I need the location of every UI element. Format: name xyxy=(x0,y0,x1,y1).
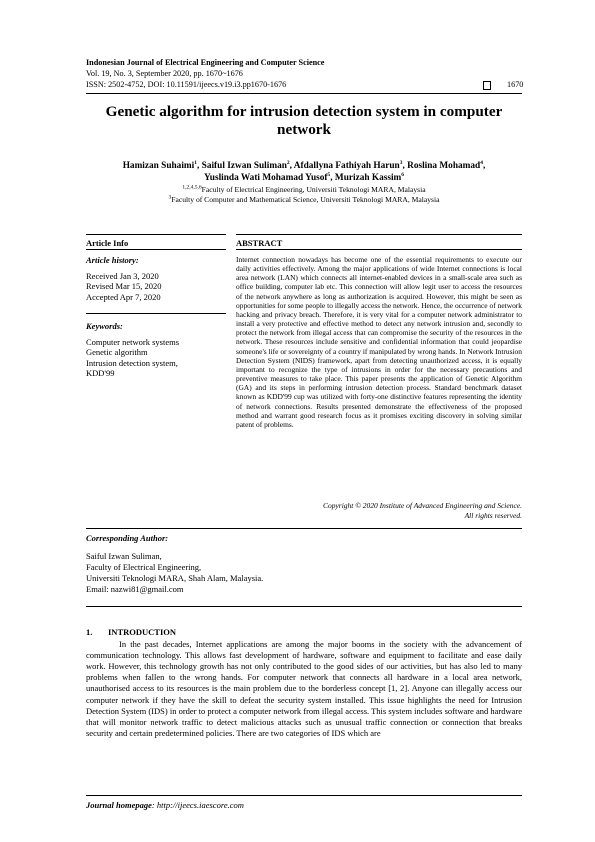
article-history xyxy=(86,255,226,302)
abstract-top-rule xyxy=(236,234,522,235)
accepted-date: Accepted Apr 7, 2020 xyxy=(86,291,161,302)
keyword: Intrusion detection system, xyxy=(86,357,178,368)
affiliations xyxy=(86,185,522,205)
abstract-rule xyxy=(236,249,522,250)
author: Roslina Mohamad xyxy=(407,161,481,171)
keywords xyxy=(86,321,226,379)
keyword: KDD'99 xyxy=(86,368,115,378)
paper-title: Genetic algorithm for intrusion detection system in computer network xyxy=(105,103,503,138)
article-info-top-rule xyxy=(86,234,226,235)
corresponding-author: Saiful Izwan Suliman, Faculty of Electrical Engineering, Universiti Teknologi MARA, Shah Alam, Malaysia. Email: nazwi81@gmail.com xyxy=(86,551,386,595)
author-list: Hamizan Suhaimi$^1$, Saiful Izwan Suliman$^2$, Afdallyna Fathiyah Harun$^3$, Roslina Mohamad$^4$, Yuslinda Wati Mohamad Yusof$^5$, Murizah Kassim$^6$ xyxy=(122,159,486,183)
corresponding-bottom-rule xyxy=(86,606,522,607)
author: Murizah Kassim xyxy=(334,173,402,183)
author: Saiful Izwan Suliman xyxy=(201,161,287,171)
document-icon xyxy=(483,81,491,90)
introduction-section xyxy=(86,627,522,739)
homepage-link[interactable]: http://ijeecs.iaescore.com xyxy=(156,800,244,810)
journal-name: Indonesian Journal of Electrical Engineering and Computer Science xyxy=(86,58,325,67)
keywords-heading: Keywords: xyxy=(86,321,123,331)
copyright: Copyright © 2020 Institute of Advanced Engineering and Science. All rights reserved. xyxy=(322,501,522,520)
received-date: Received Jan 3, 2020 xyxy=(86,270,159,281)
introduction-text: In the past decades, Internet applications are among the major booms in the society with the advancement of communication technology. This allows fast development of hardware, software and equipment to facilitate and ease daily work. However, this technology growth has not only contributed to the good sides of our activities, but has also led to many problems when fallen to the wrong hands. For computer network that connects all hardware in a local area network, unauthorised access to its resources is the main problem due to the borderless concept [1, 2]. Anyone can illegally access our computer network if they have the skill to defeat the security system installed. This issue highlights the need for Intrusion Detection System (IDS) in order to protect a computer network from illegal access. This system includes software and hardware that will monitor network traffic to detect malicious attacks such as unusual traffic connection or connection that breaks security and certain predetermined policies. There are two categories of IDS which are xyxy=(86,639,522,738)
footer-rule xyxy=(86,795,522,796)
abstract-text: Internet connection nowadays has become one of the essential requirements to execute our daily activities effectively. Among the major applications of wide Internet connections is local area network (LAN) which connects all internet-enabled devices in a small-scale area such as office building, computer lab etc. This connection will allow legit user to access the resources of the network anywhere as long as authorization is acquired. However, this might be seen as opportunities for some people to illegally access the network. Hence, the occurrence of network hacking and privacy breach. Therefore, it is very vital for a computer network administrator to install a very protective and effective method to detect any network intrusion and, secondly to protect the network from illegal access that can compromise the security of the resources in the network. These resources include sensitive and confidential information that could jeopardise someone's life or sovereignty of a country if manipulated by wrong hands. In Network Intrusion Detection System (NIDS) framework, apart from detecting unauthorized access, it is equally important to recognize the type of intrusions in order for the necessary precautions and preventive measures to take place. This paper presents the application of Genetic Algorithm (GA) and its steps in performing intrusion detection process. Standard benchmark dataset known as KDD'99 cup was utilized with forty-one distinctive features representing the identity of network connections. Results presented demonstrate the effectiveness of the proposed method and warrant good research focus as it promises exciting discovery in solving similar patent of problems. xyxy=(236,255,522,429)
journal-homepage: Journal homepage: http://ijeecs.iaescore.com xyxy=(86,800,244,810)
keywords-rule xyxy=(86,313,226,314)
corresponding-rule xyxy=(86,528,522,529)
revised-date: Revised Mar 15, 2020 xyxy=(86,281,162,291)
affiliation: $^3$Faculty of Computer and Mathematical Science, Universiti Teknologi MARA, Malaysia xyxy=(168,194,440,204)
author: Afdallyna Fathiyah Harun xyxy=(293,161,400,171)
keyword: Genetic algorithm xyxy=(86,347,148,357)
author: Yuslinda Wati Mohamad Yusof xyxy=(203,173,328,183)
article-info-rule xyxy=(86,249,226,250)
corresponding-heading: Corresponding Author: xyxy=(86,533,169,543)
volume-info: Vol. 19, No. 3, September 2020, pp. 1670~1676 xyxy=(86,69,243,78)
author: Hamizan Suhaimi xyxy=(122,161,195,171)
introduction-heading: 1. INTRODUCTION xyxy=(86,627,177,637)
issn-doi: ISSN: 2502-4752, DOI: 10.11591/ijeecs.v19.i3.pp1670-1676 xyxy=(86,80,287,89)
page-number: 1670 xyxy=(507,80,524,89)
abstract-heading: ABSTRACT xyxy=(236,238,283,248)
keyword: Computer network systems xyxy=(86,336,180,347)
header-rule xyxy=(86,93,522,94)
email: Email: nazwi81@gmail.com xyxy=(86,584,184,594)
affiliation: $^{1,2,4,5,6}$Faculty of Electrical Engineering, Universiti Teknologi MARA, Malaysia xyxy=(182,184,426,194)
article-history-heading: Article history: xyxy=(86,255,139,265)
article-info-heading: Article Info xyxy=(86,238,129,248)
